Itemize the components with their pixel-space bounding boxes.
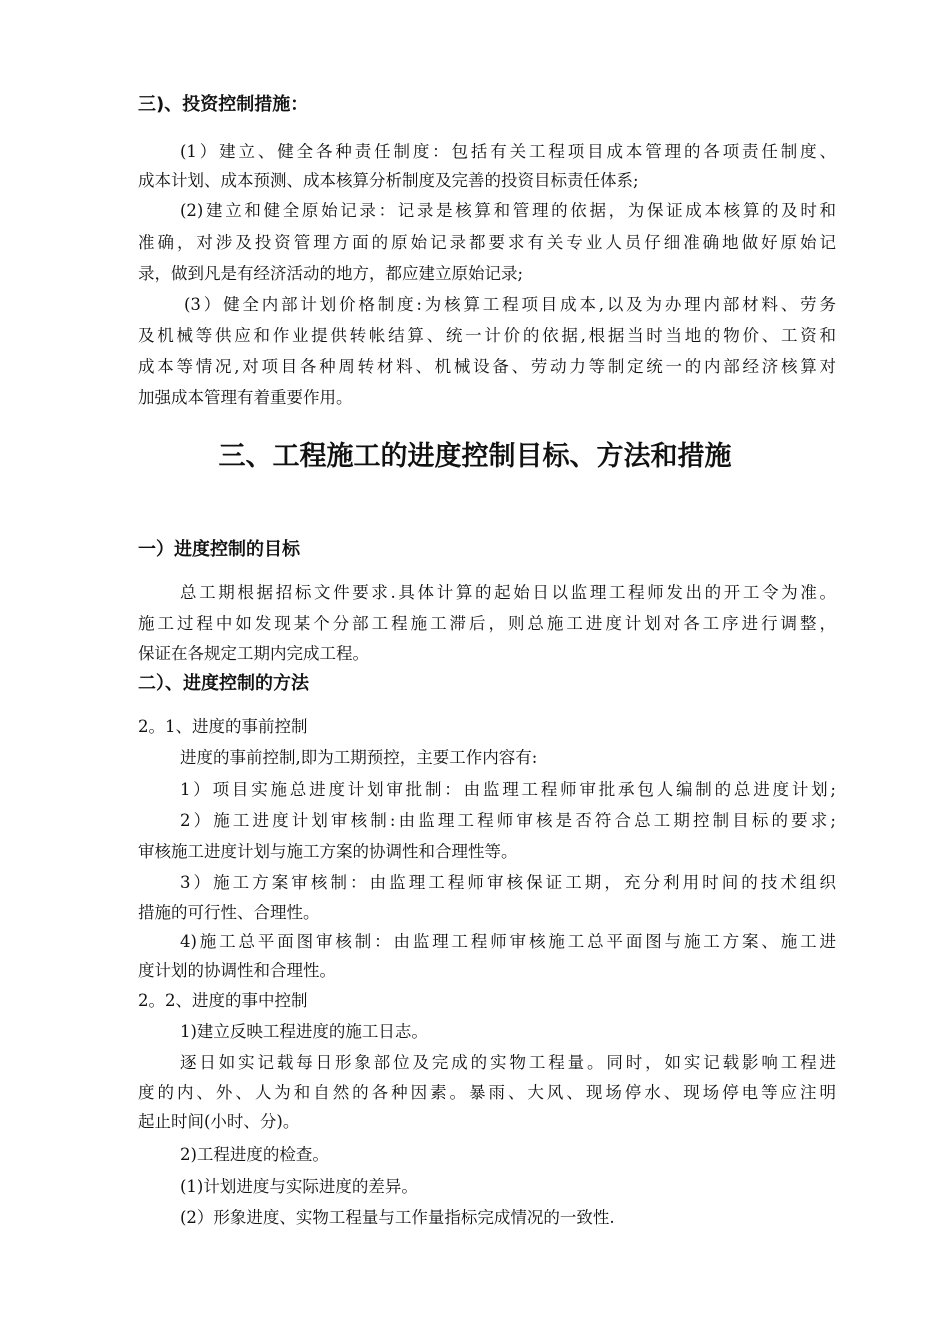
paragraph-line: 1)建立反映工程进度的施工日志。: [180, 1022, 428, 1041]
list-item: 4)施工总平面图审核制：由监理工程师审核施工总平面图与施工方案、施工进: [180, 932, 836, 951]
chapter-title: 三、工程施工的进度控制目标、方法和措施: [218, 441, 732, 472]
paragraph-line: 准确，对涉及投资管理方面的原始记录都要求有关专业人员仔细准确地做好原始记: [138, 233, 836, 252]
paragraph-line: 逐日如实记载每日形象部位及完成的实物工程量。同时，如实记载影响工程进: [180, 1053, 836, 1072]
section-heading-goal: 一）进度控制的目标: [138, 539, 300, 560]
paragraph-line: 保证在各规定工期内完成工程。: [138, 644, 369, 663]
list-item: 1）项目实施总进度计划审批制：由监理工程师审批承包人编制的总进度计划;: [180, 780, 836, 799]
paragraph-line: 起止时间(小时、分)。: [138, 1112, 300, 1131]
paragraph-line: (1）建立、健全各种责任制度：包括有关工程项目成本管理的各项责任制度、: [180, 142, 836, 161]
list-item: 3）施工方案审核制：由监理工程师审核保证工期，充分利用时间的技术组织: [180, 873, 836, 892]
paragraph-line: (1)计划进度与实际进度的差异。: [180, 1177, 418, 1196]
paragraph-line: 总工期根据招标文件要求.具体计算的起始日以监理工程师发出的开工令为准。: [180, 583, 836, 602]
paragraph-line: 及机械等供应和作业提供转帐结算、统一计价的依据,根据当时当地的物价、工资和: [138, 326, 836, 345]
paragraph-line: 度的内、外、人为和自然的各种因素。暴雨、大风、现场停水、现场停电等应注明: [138, 1083, 836, 1102]
subsection-heading: 2。1、进度的事前控制: [138, 717, 308, 736]
paragraph-line: (3）健全内部计划价格制度:为核算工程项目成本,以及为办理内部材料、劳务: [184, 295, 836, 314]
list-item-continuation: 审核施工进度计划与施工方案的协调性和合理性等。: [138, 842, 518, 861]
subsection-heading: 2。2、进度的事中控制: [138, 991, 308, 1010]
paragraph-line: (2）形象进度、实物工程量与工作量指标完成情况的一致性.: [180, 1208, 615, 1227]
list-item: 2）施工进度计划审核制:由监理工程师审核是否符合总工期控制目标的要求;: [180, 811, 836, 830]
paragraph-line: 成本计划、成本预测、成本核算分析制度及完善的投资目标责任体系;: [138, 171, 639, 190]
section-heading-method: 二）、进度控制的方法: [138, 673, 309, 694]
list-item-continuation: 度计划的协调性和合理性。: [138, 961, 336, 980]
paragraph-line: 进度的事前控制,即为工期预控，主要工作内容有:: [180, 748, 538, 767]
paragraph-line: 加强成本管理有着重要作用。: [138, 388, 353, 407]
paragraph-line: 2)工程进度的检查。: [180, 1145, 329, 1164]
list-item-continuation: 措施的可行性、合理性。: [138, 903, 320, 922]
paragraph-line: 施工过程中如发现某个分部工程施工滞后，则总施工进度计划对各工序进行调整，: [138, 614, 836, 633]
paragraph-line: 成本等情况,对项目各种周转材料、机械设备、劳动力等制定统一的内部经济核算对: [138, 357, 836, 376]
paragraph-line: (2)建立和健全原始记录：记录是核算和管理的依据，为保证成本核算的及时和: [180, 201, 836, 220]
paragraph-line: 录，做到凡是有经济活动的地方，都应建立原始记录;: [138, 264, 524, 283]
section-heading-investment: 三)、投资控制措施：: [138, 94, 309, 115]
